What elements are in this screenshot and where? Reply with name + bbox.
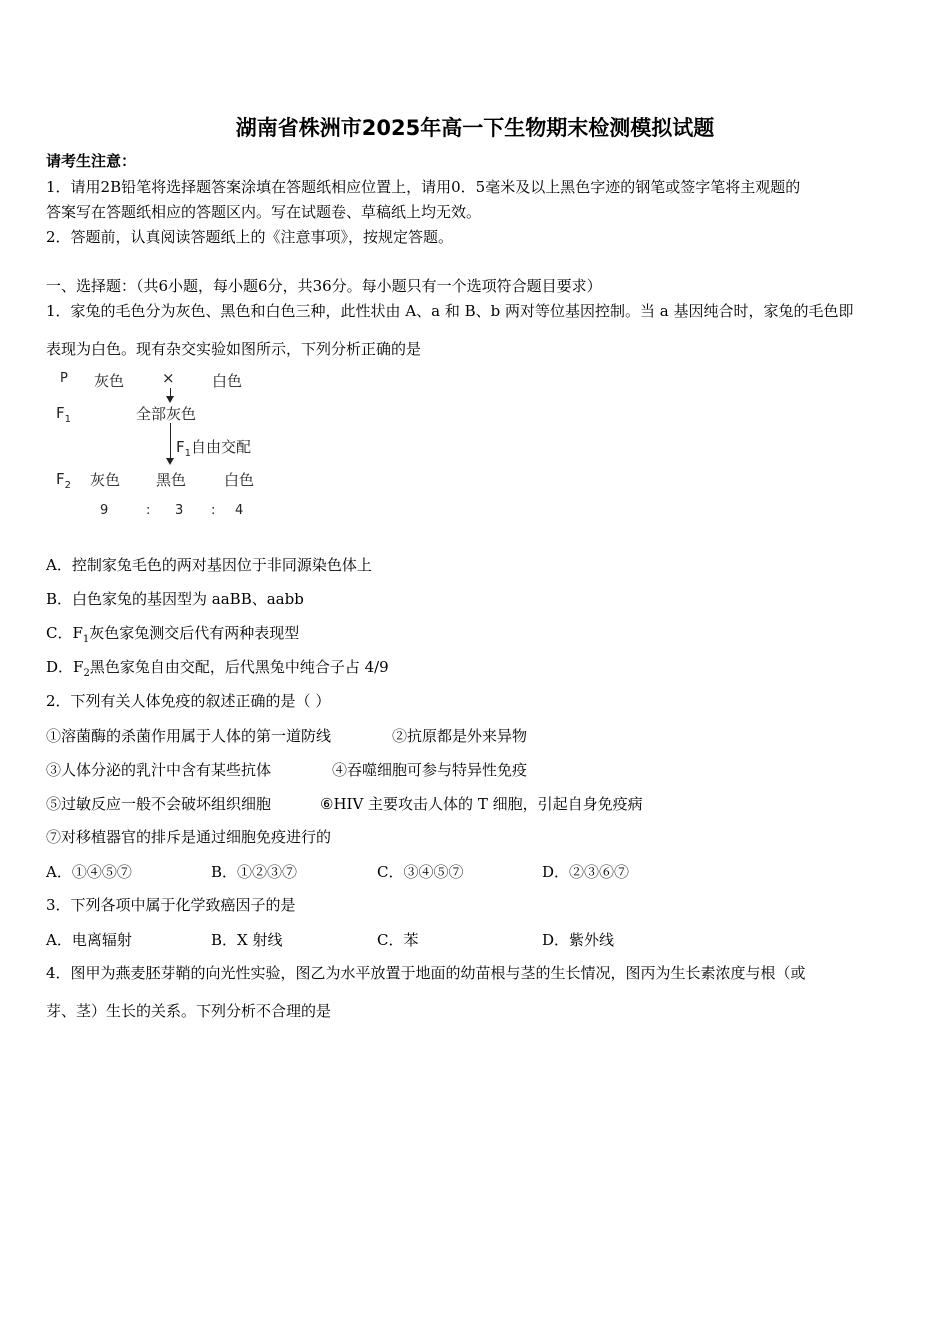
f1-label: $F_1$: [56, 404, 72, 425]
q3-option-b: B．X 射线: [211, 931, 283, 949]
q3-options: [46, 929, 906, 951]
q1-option-b: B．白色家兔的基因型为 aaBB、aabb: [46, 590, 304, 608]
section-heading: 一、选择题：（共6小题，每小题6分，共36分。每小题只有一个选项符合题目要求）: [46, 277, 602, 295]
q1-stem-line-2: 表现为白色。现有杂交实验如图所示，下列分析正确的是: [46, 340, 422, 358]
notice-item-1-line-2: 答案写在答题纸相应的答题区内。写在试题卷、草稿纸上均无效。: [46, 203, 482, 221]
q2-option-c: C．③④⑤⑦: [377, 863, 464, 881]
q2-statement-5: ⑤过敏反应一般不会破坏组织细胞: [46, 795, 272, 813]
q4-stem-line-2: 芽、茎）生长的关系。下列分析不合理的是: [46, 1002, 332, 1020]
ratio-colon-1: :: [146, 503, 151, 518]
cross-diagram: [52, 366, 292, 526]
q2-option-a: A．①④⑤⑦: [46, 863, 132, 881]
p-label: P: [60, 371, 68, 386]
q2-stem: 2．下列有关人体免疫的叙述正确的是（ ）: [46, 692, 331, 710]
q4-stem-line-1: 4．图甲为燕麦胚芽鞘的向光性实验，图乙为水平放置于地面的幼苗根与茎的生长情况，图丙为生长素浓度与根（或: [46, 964, 806, 982]
page-title: 湖南省株洲市2025年高一下生物期末检测模拟试题: [235, 116, 715, 140]
cross-symbol: ×: [162, 369, 175, 387]
q2-statement-7: ⑦对移植器官的排斥是通过细胞免疫进行的: [46, 828, 332, 846]
q3-option-a: A．电离辐射: [46, 931, 132, 949]
ratio-white: 4: [235, 503, 244, 518]
q2-statement-6: ⑥HIV 主要攻击人体的 T 细胞，引起自身免疫病: [320, 795, 643, 813]
q1-stem-line-1: 1．家兔的毛色分为灰色、黑色和白色三种，此性状由 A、a 和 B、b 两对等位基因控制。当 a 基因纯合时，家兔的毛色即: [46, 302, 854, 320]
q2-statement-3: ③人体分泌的乳汁中含有某些抗体: [46, 761, 272, 779]
q3-stem: 3．下列各项中属于化学致癌因子的是: [46, 896, 296, 914]
f1-self-cross-label: $F_1$自由交配: [176, 438, 252, 459]
arrow-head-f1-to-f2: [166, 458, 174, 465]
q2-statement-1: ①溶菌酶的杀菌作用属于人体的第一道防线: [46, 727, 332, 745]
f2-label: $F_2$: [56, 470, 72, 491]
ratio-black: 3: [175, 503, 184, 518]
notice-item-2: 2．答题前，认真阅读答题纸上的《注意事项》，按规定答题。: [46, 228, 454, 246]
q2-statement-2: ②抗原都是外来异物: [392, 727, 528, 745]
p-white: 白色: [212, 372, 243, 390]
q2-options: [46, 861, 906, 883]
q2-statement-4: ④吞噬细胞可参与特异性免疫: [332, 761, 528, 779]
q2-statements-row-1: [46, 725, 906, 747]
f2-gray: 灰色: [90, 471, 121, 489]
q3-option-c: C．苯: [377, 931, 419, 949]
ratio-gray: 9: [100, 503, 109, 518]
q1-option-c: C．$F_1$灰色家兔测交后代有两种表现型: [46, 624, 300, 645]
q2-option-d: D．②③⑥⑦: [542, 863, 630, 881]
q3-option-d: D．紫外线: [542, 931, 615, 949]
arrow-head-p-to-f1: [166, 396, 174, 403]
f2-black: 黑色: [156, 471, 187, 489]
notice-heading: 请考生注意：: [46, 152, 137, 170]
q2-statements-row-2: [46, 759, 906, 781]
p-gray: 灰色: [94, 372, 125, 390]
f2-white: 白色: [224, 471, 255, 489]
q2-option-b: B．①②③⑦: [211, 863, 298, 881]
q1-option-a: A．控制家兔毛色的两对基因位于非同源染色体上: [46, 556, 372, 574]
f1-result: 全部灰色: [136, 405, 197, 423]
q1-option-d: D．$F_2$黑色家兔自由交配，后代黑兔中纯合子占 4/9: [46, 658, 389, 679]
q2-statements-row-3: [46, 793, 906, 815]
notice-item-1-line-1: 1．请用2B铅笔将选择题答案涂填在答题纸相应位置上，请用0．5毫米及以上黑色字迹的钢笔或签字笔将主观题的: [46, 178, 801, 196]
ratio-colon-2: :: [211, 503, 216, 518]
arrow-f1-to-f2: [170, 423, 171, 459]
